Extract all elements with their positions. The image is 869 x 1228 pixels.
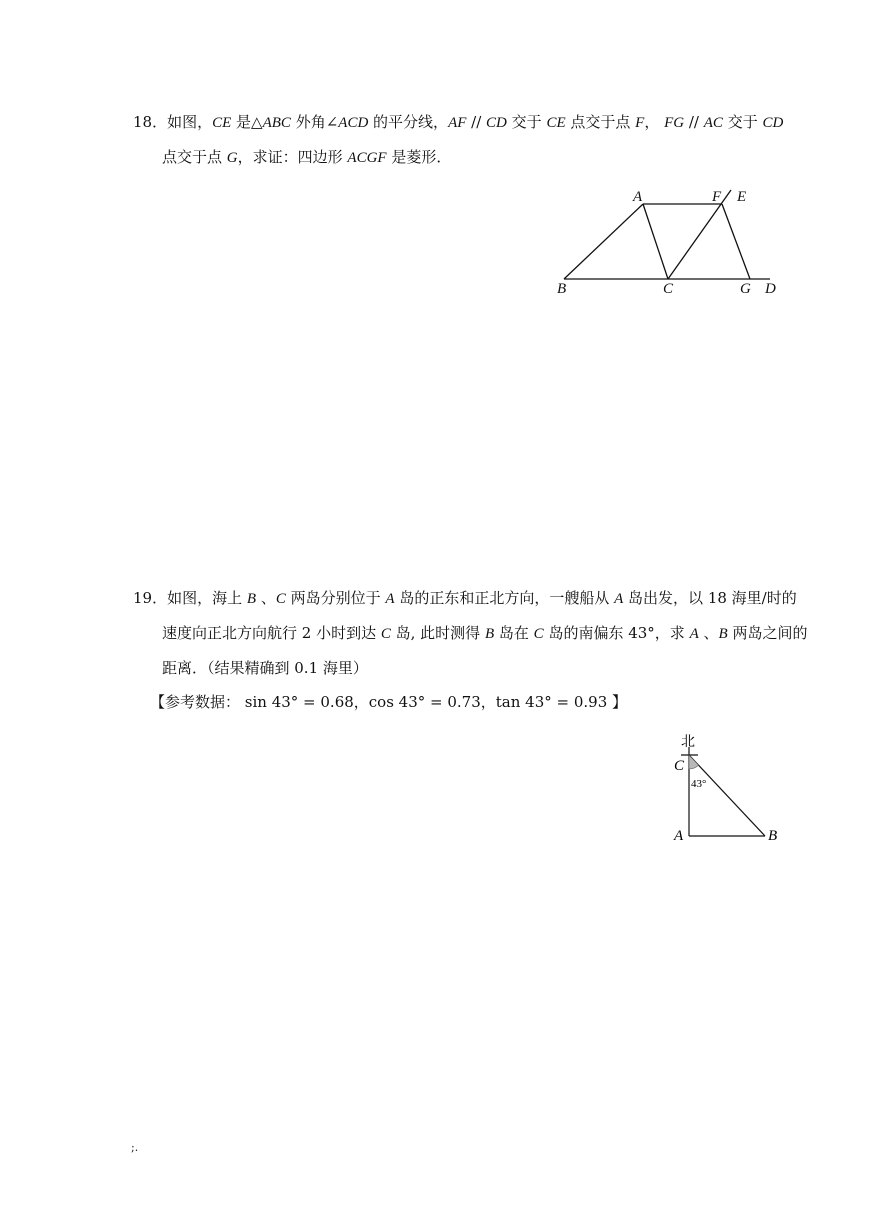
math-variable: AF bbox=[448, 115, 467, 131]
q19-text-3 bbox=[162, 659, 368, 677]
math-variable: B bbox=[484, 626, 495, 642]
text-run: 点交于点 bbox=[565, 113, 636, 131]
text-run: ，求证：四边形 bbox=[237, 148, 348, 166]
math-variable: A bbox=[614, 591, 624, 607]
q19-reference-data bbox=[150, 692, 627, 712]
text-run: 距离．（结果精确到 0.1 海里） bbox=[162, 659, 368, 677]
segment-cb bbox=[689, 755, 765, 836]
label-a: A bbox=[633, 189, 643, 205]
label-g: G bbox=[740, 281, 751, 297]
text-run: 、 bbox=[698, 624, 719, 642]
label-a: A bbox=[674, 828, 684, 844]
text-run: // bbox=[466, 113, 487, 131]
q18-text-1 bbox=[167, 113, 783, 131]
text-run: ， bbox=[644, 113, 665, 131]
math-variable: B bbox=[718, 626, 728, 642]
math-variable: ACGF bbox=[347, 150, 387, 166]
q18-line-2 bbox=[162, 147, 451, 168]
math-variable: CD bbox=[486, 115, 507, 131]
text-run: 如图，海上 bbox=[167, 589, 247, 607]
q19-line-2 bbox=[162, 623, 808, 644]
label-b: B bbox=[557, 281, 567, 297]
math-variable: CE bbox=[212, 115, 232, 131]
text-run: 的平分线， bbox=[368, 113, 449, 131]
text-run: 【参考数据： sin 43° = 0.68，cos 43° = 0.73，tan 43° = 0.93 】 bbox=[150, 693, 628, 711]
text-run: 岛的南偏东 43°，求 bbox=[543, 624, 690, 642]
label-d: D bbox=[765, 281, 776, 297]
q19-ref bbox=[150, 693, 627, 711]
q18-figure bbox=[548, 182, 808, 302]
math-variable: ACD bbox=[338, 115, 369, 131]
q19-text-1 bbox=[167, 589, 797, 607]
text-run: 是△ bbox=[231, 113, 263, 131]
text-run: 两岛分别位于 bbox=[285, 589, 386, 607]
segment-ac bbox=[643, 204, 668, 279]
angle-label: 43° bbox=[691, 778, 707, 790]
q19-figure bbox=[665, 728, 795, 848]
north-label: 北 bbox=[681, 735, 695, 750]
math-variable: C bbox=[275, 591, 286, 607]
text-run: 、 bbox=[256, 589, 276, 607]
math-variable: F bbox=[635, 115, 645, 131]
math-variable: FG bbox=[664, 115, 685, 131]
q19-line-3 bbox=[162, 658, 368, 678]
math-variable: B bbox=[246, 591, 257, 607]
text-run: 交于 bbox=[506, 113, 547, 131]
text-run: 岛的正东和正北方向，一艘船从 bbox=[394, 589, 615, 607]
label-e: E bbox=[737, 189, 747, 205]
text-run: 点交于点 bbox=[162, 148, 227, 166]
label-f: F bbox=[712, 189, 722, 205]
math-variable: CE bbox=[546, 115, 566, 131]
label-b: B bbox=[768, 828, 778, 844]
text-run: 交于 bbox=[722, 113, 763, 131]
q18-text-2 bbox=[162, 148, 451, 166]
text-run: 岛在 bbox=[494, 624, 534, 642]
footer-mark: ;. bbox=[131, 1141, 139, 1154]
text-run: 是菱形． bbox=[386, 148, 452, 166]
text-run: 外角∠ bbox=[290, 113, 339, 131]
angle-mark bbox=[689, 755, 699, 769]
q18-number: 18． bbox=[133, 113, 168, 131]
q19-line-1 bbox=[133, 588, 797, 609]
math-variable: C bbox=[380, 626, 391, 642]
q18-line-1 bbox=[133, 112, 783, 133]
math-variable: ABC bbox=[262, 115, 291, 131]
math-variable: A bbox=[689, 626, 699, 642]
math-variable: A bbox=[385, 591, 395, 607]
math-variable: G bbox=[226, 150, 238, 166]
text-run: 如图， bbox=[167, 113, 213, 131]
q19-text-2 bbox=[162, 624, 808, 642]
math-variable: C bbox=[533, 626, 544, 642]
math-variable: CD bbox=[762, 115, 784, 131]
q19-number: 19． bbox=[133, 589, 168, 607]
label-c: C bbox=[674, 758, 685, 774]
text-run: 岛, 此时测得 bbox=[390, 624, 485, 642]
segment-fg bbox=[722, 204, 750, 279]
text-run: 岛出发，以 18 海里/时的 bbox=[623, 589, 797, 607]
text-run: // bbox=[684, 113, 704, 131]
text-run: 速度向正北方向航行 2 小时到达 bbox=[162, 624, 381, 642]
segment-ab bbox=[564, 204, 643, 279]
text-run: 两岛之间的 bbox=[727, 624, 808, 642]
label-c: C bbox=[663, 281, 674, 297]
math-variable: AC bbox=[703, 115, 723, 131]
